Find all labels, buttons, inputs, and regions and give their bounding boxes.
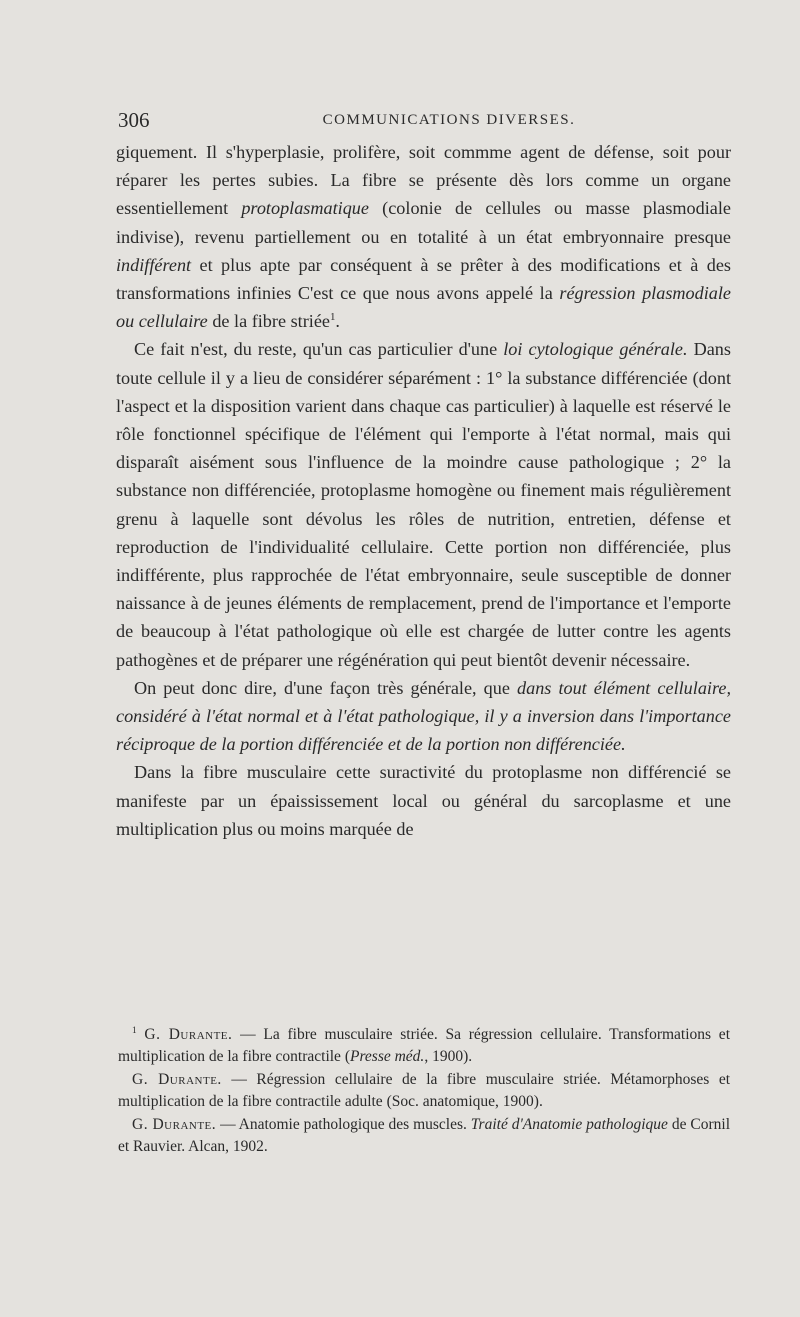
footnote-3 — [118, 1114, 730, 1159]
page-number: 306 — [118, 108, 150, 132]
footnote-text: , 1900). — [424, 1048, 473, 1066]
footnote-marker: 1 — [329, 311, 336, 324]
footnote-text: — Régression cellulaire de la fibre musculaire striée. Métamorphoses et multiplication de la fibre contractile adulte (Soc. anatomique, 1900). — [118, 1070, 730, 1111]
footnote-book: Traité d'Anatomie pathologique — [470, 1115, 668, 1133]
text-span: Dans toute cellule il y a lieu de considérer séparément : 1° la substance différenciée (dont l'aspect et la disposition varient dans chaque cas particulier) à laquelle est réservé le rôle fonctionnel spécifique de l'élément qui l'emporte à l'état normal, mais qui disparaît aisément sous l'influence de la moindre cause pathologique ; 2° la substance non différenciée, protoplasme homogène ou finement mais régulièrement grenu à laquelle sont dévolus les rôles de nutrition, entretien, défense et reproduction de l'individualité cellulaire. Cette portion non différenciée, plus indifférente, plus rapprochée de l'état embryonnaire, seule susceptible de donner naissance à de jeunes éléments de remplacement, prend de l'importance et l'emporte de beaucoup à l'état pathologique où elle est chargée de lutter contre les agents pathogènes et de préparer une régénération qui peut bientôt devenir nécessaire. — [116, 339, 731, 670]
text-span: . — [335, 311, 340, 332]
footnote-text: — Anatomie pathologique des muscles. — [216, 1115, 471, 1133]
footnote-author: G. Durante. — [144, 1026, 233, 1043]
footnote-marker: 1 — [132, 1025, 137, 1036]
footnote-author: G. Durante. — [132, 1115, 217, 1133]
footnote-journal: Presse méd. — [349, 1048, 425, 1066]
text-span: On peut donc dire, d'une façon très générale, que — [134, 677, 518, 698]
text-span: Ce fait n'est, du reste, qu'un cas particulier d'une — [134, 339, 504, 360]
text-span: et plus apte par conséquent à se prêter à des modifications et à des transformations infinies C'est ce que nous avons appelé la — [116, 254, 731, 304]
italic-term: régression plasmodiale ou cellulaire — [116, 283, 731, 332]
italic-term: indifférent — [116, 254, 192, 275]
text-span: giquement. Il s'hyperplasie, prolifère, soit commme agent de défense, soit pour réparer les pertes subies. La fibre se présente dès lors comme un organe essentiellement — [116, 142, 731, 219]
text-span: (colonie de cellules ou masse plasmodiale indivise), revenu partiellement ou en totalité à un état embryonnaire presque — [116, 198, 731, 247]
italic-term: protoplasmatique — [241, 198, 369, 219]
paragraph-1 — [116, 138, 731, 335]
footnotes — [118, 1024, 730, 1158]
italic-statement: dans tout élément cellulaire, considéré à l'état normal et à l'état pathologique, il y a inversion dans l'importance réciproque de la portion différenciée et de la portion non différenciée. — [116, 677, 731, 755]
footnote-1 — [118, 1024, 730, 1069]
italic-term: loi cytologique générale. — [503, 339, 688, 360]
footnote-2 — [118, 1069, 730, 1114]
page-header — [118, 108, 730, 138]
paragraph-2 — [116, 335, 731, 673]
text-span: de la fibre striée — [207, 311, 330, 332]
body-text — [116, 138, 731, 843]
text-span: Dans la fibre musculaire cette suractivité du protoplasme non différencié se manifeste par un épaississement local ou général du sarcoplasme et une multiplication plus ou moins marquée de — [116, 762, 731, 839]
paragraph-4 — [116, 758, 731, 843]
paragraph-3 — [116, 674, 731, 759]
running-title: COMMUNICATIONS DIVERSES. — [322, 112, 576, 128]
footnote-text: — La fibre musculaire striée. Sa régression cellulaire. Transformations et multiplication de la fibre contractile ( — [118, 1026, 730, 1066]
footnote-author: G. Durante. — [132, 1070, 222, 1088]
footnote-text: de Cornil et Rauvier. Alcan, 1902. — [118, 1115, 731, 1156]
